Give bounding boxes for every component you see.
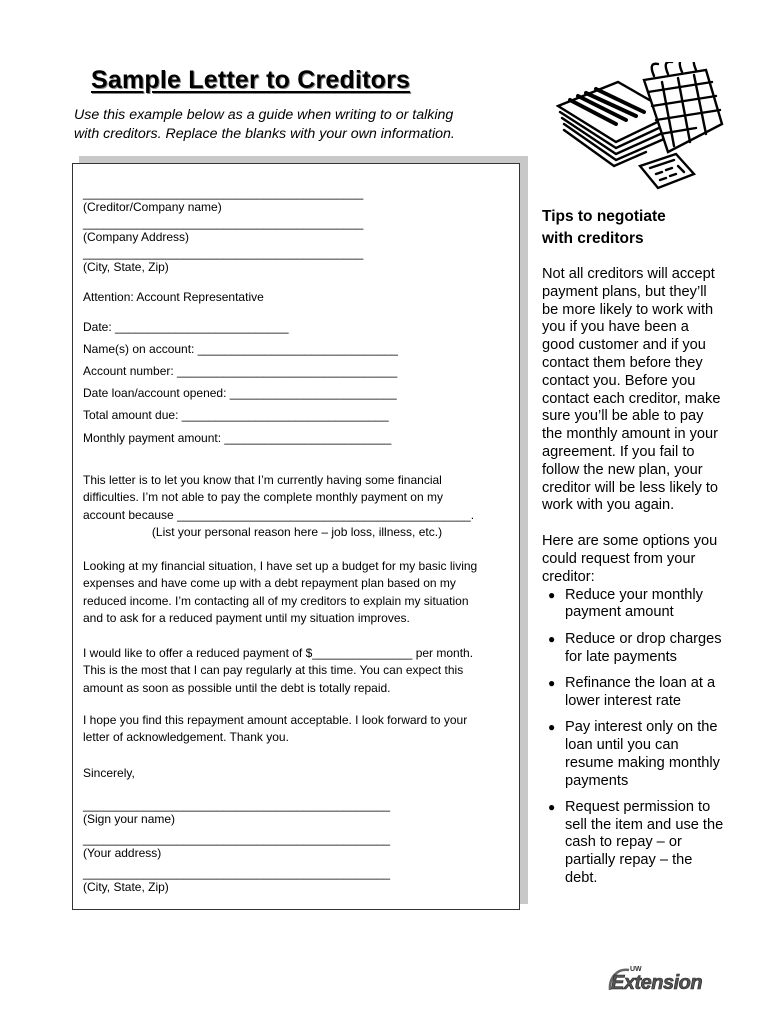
monthly-payment-field: Monthly payment amount: _________________________ — [83, 431, 392, 445]
total-due-field: Total amount due: _______________________________ — [83, 408, 389, 422]
tips-heading — [542, 206, 757, 250]
paragraph-closing — [83, 712, 503, 747]
tips-body-line: contact you. Before you — [542, 372, 696, 389]
signature-city-state-zip-label: (City, State, Zip) — [83, 880, 169, 894]
tips-body-line: agreement. If you fail to — [542, 443, 695, 460]
option-line: resume making monthly — [565, 754, 720, 771]
option-line: debt. — [565, 870, 598, 887]
option-line: lower interest rate — [565, 692, 681, 709]
tips-body-line: work with you again. — [542, 497, 675, 514]
paragraph-situation — [83, 472, 503, 524]
paragraph-budget — [83, 558, 503, 627]
paragraph-line: amount as soon as possible until the debt is totally repaid. — [83, 680, 391, 695]
names-on-account-field: Name(s) on account: ______________________________ — [83, 342, 398, 356]
sign-name-label: (Sign your name) — [83, 812, 176, 826]
paragraph-line: This letter is to let you know that I’m currently having some financial — [83, 473, 442, 487]
uw-extension-logo — [607, 960, 707, 994]
date-field: Date: __________________________ — [83, 320, 289, 334]
tips-heading-line: Tips to negotiate — [542, 208, 666, 225]
blank-line: ______________________________________________ — [83, 832, 390, 846]
tips-heading-line: with creditors — [542, 230, 644, 247]
tips-body-line: good customer and if you — [542, 337, 706, 354]
option-line: Pay interest only on the — [565, 719, 718, 736]
bullet-icon: ● — [548, 799, 556, 814]
blank-line: ______________________________________________ — [83, 798, 390, 812]
intro-text — [74, 106, 524, 144]
option-line: Reduce your monthly — [565, 586, 703, 603]
options-list — [542, 587, 757, 888]
option-line: payments — [565, 772, 629, 789]
tips-body-line: the monthly amount in your — [542, 426, 719, 443]
tips-body — [542, 266, 757, 515]
page-title: Sample Letter to Creditors — [91, 66, 411, 94]
tips-body-line: Not all creditors will accept — [542, 266, 715, 282]
logo-small-text: UW — [630, 966, 642, 973]
option-item — [542, 799, 757, 888]
paragraph-line: reduced income. I’m contacting all of my creditors to explain my situation — [83, 593, 469, 608]
paragraph-line: difficulties. I’m not able to pay the complete monthly payment on my — [83, 490, 443, 505]
option-line: sell the item and use the — [565, 816, 724, 833]
calendar-papers-calculator-icon — [556, 62, 724, 192]
paragraph-line: This is the most that I can pay regularly at this time. You can expect this — [83, 663, 464, 678]
bullet-icon: ● — [548, 720, 556, 735]
option-line: Reduce or drop charges — [565, 630, 722, 647]
paragraph-line: and to ask for a reduced payment until my situation improves. — [83, 610, 410, 625]
option-item — [542, 675, 757, 711]
tips-sidebar — [542, 206, 757, 896]
tips-body-line: you if you have been a — [542, 319, 689, 336]
tips-body-line: contact them before they — [542, 354, 703, 371]
blank-line: __________________________________________ — [83, 246, 364, 260]
option-item — [542, 587, 757, 623]
bullet-icon: ● — [548, 631, 556, 646]
option-line: partially repay – the — [565, 852, 693, 869]
reason-note: (List your personal reason here – job loss, illness, etc.) — [151, 525, 443, 539]
option-item — [542, 719, 757, 790]
tips-body-line: creditor will be less likely to — [542, 479, 718, 496]
bullet-icon: ● — [548, 675, 556, 690]
tips-body-line: contact each creditor, make — [542, 390, 721, 407]
sample-letter-box — [72, 163, 520, 910]
company-address-label: (Company Address) — [83, 230, 190, 244]
account-number-field: Account number: _________________________________ — [83, 364, 398, 378]
option-line: for late payments — [565, 648, 677, 665]
tips-body-line: follow the new plan, your — [542, 461, 703, 478]
intro-line: Use this example below as a guide when writing to or talking — [74, 107, 454, 123]
blank-line: __________________________________________ — [83, 186, 364, 200]
option-item — [542, 631, 757, 667]
option-line: cash to repay – or — [565, 834, 682, 851]
paragraph-offer — [83, 645, 503, 697]
attention-line: Attention: Account Representative — [83, 290, 264, 304]
option-line: Request permission to — [565, 798, 711, 815]
tips-body-line: be more likely to work with — [542, 301, 714, 318]
your-address-label: (Your address) — [83, 846, 162, 860]
options-intro — [542, 533, 757, 586]
intro-line: with creditors. Replace the blanks with your own information. — [74, 126, 455, 142]
tips-body-line: sure you’ll be able to pay — [542, 408, 704, 425]
paragraph-line: letter of acknowledgement. Thank you. — [83, 730, 289, 745]
date-opened-field: Date loan/account opened: _________________________ — [83, 386, 397, 400]
logo-main-text: Extension — [611, 972, 703, 994]
paragraph-line: I hope you find this repayment amount acceptable. I look forward to your — [83, 713, 468, 727]
option-line: payment amount — [565, 604, 674, 621]
options-intro-line: Here are some options you — [542, 533, 718, 550]
blank-line: ______________________________________________ — [83, 866, 390, 880]
paragraph-line: expenses and have come up with a debt repayment plan based on my — [83, 576, 456, 591]
bullet-icon: ● — [548, 587, 556, 602]
tips-body-line: payment plans, but they’ll — [542, 283, 707, 300]
paragraph-line: account because ____________________________________________. — [83, 507, 475, 522]
paragraph-line: I would like to offer a reduced payment of $_______________ per month. — [83, 646, 474, 660]
creditor-name-label: (Creditor/Company name) — [83, 200, 222, 214]
options-intro-line: creditor: — [542, 568, 595, 585]
blank-line: __________________________________________ — [83, 216, 364, 230]
option-line: loan until you can — [565, 736, 679, 753]
city-state-zip-label: (City, State, Zip) — [83, 260, 169, 274]
paragraph-line: Looking at my financial situation, I have set up a budget for my basic living — [83, 559, 478, 573]
options-intro-line: could request from your — [542, 550, 696, 567]
option-line: Refinance the loan at a — [565, 674, 716, 691]
sincerely-text: Sincerely, — [83, 766, 135, 780]
